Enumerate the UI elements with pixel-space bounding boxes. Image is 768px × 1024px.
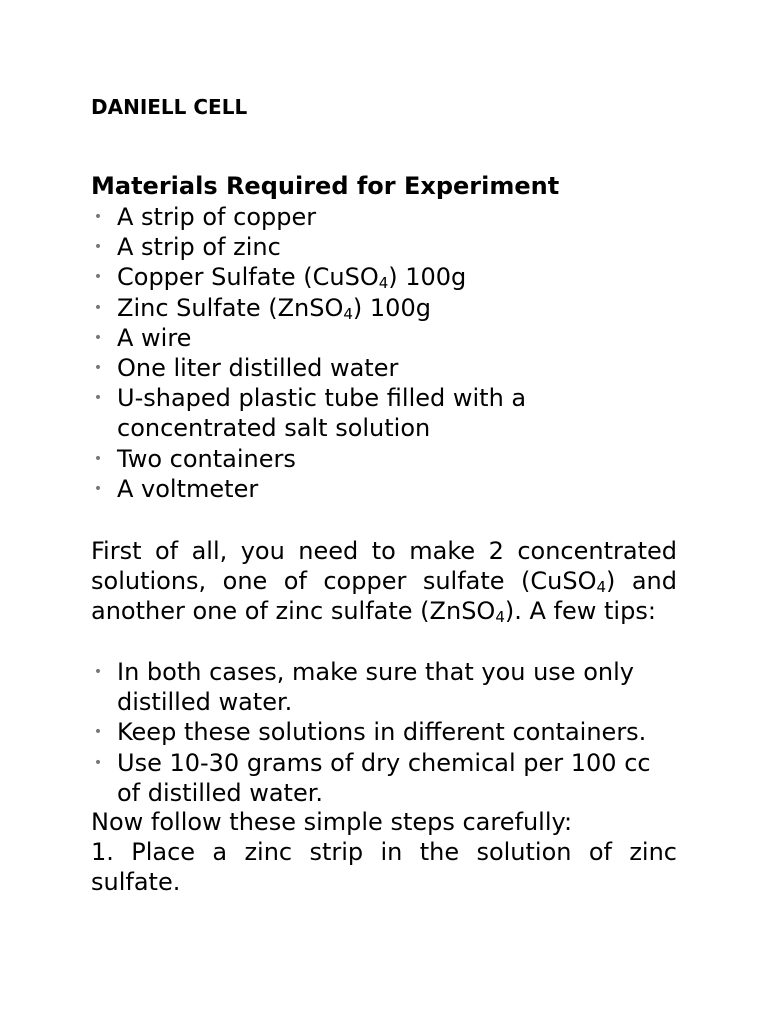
tip-text: In both cases, make sure that you use only distilled water.: [117, 658, 634, 717]
step-item: 1. Place a zinc strip in the solution of zinc sulfate.: [91, 838, 677, 897]
bullet-icon: •: [93, 269, 103, 286]
list-item: [91, 202, 571, 232]
material-text-after: ) 100g: [388, 263, 467, 292]
bullet-icon: •: [93, 299, 103, 316]
material-text: A strip of zinc: [117, 233, 281, 262]
material-text: A strip of copper: [117, 203, 317, 231]
material-text: A wire: [117, 323, 192, 352]
subscript: 4: [343, 304, 353, 323]
subscript: 4: [596, 578, 607, 597]
subscript: 4: [495, 608, 505, 627]
material-text: A voltmeter: [117, 474, 259, 503]
list-item: [91, 383, 571, 443]
list-item: [91, 717, 677, 747]
bullet-icon: •: [93, 754, 103, 771]
tip-text: Use 10-30 grams of dry chemical per 100 cc of distilled water.: [117, 748, 651, 807]
list-item: [91, 232, 571, 262]
bullet-icon: •: [93, 360, 103, 377]
material-text: One liter distilled water: [117, 354, 399, 383]
material-text: Zinc Sulfate (ZnSO: [117, 293, 344, 322]
list-item: [91, 353, 571, 383]
bullet-icon: •: [93, 450, 103, 467]
steps-intro: Now follow these simple steps carefully:: [91, 808, 573, 836]
tips-list: [91, 657, 677, 808]
material-text-after: ) 100g: [352, 293, 431, 322]
tip-text: Keep these solutions in different containers.: [117, 718, 647, 747]
bullet-icon: •: [93, 724, 103, 741]
bullet-icon: •: [93, 329, 103, 346]
list-item: [91, 748, 677, 808]
list-item: [91, 474, 571, 504]
bullet-icon: •: [93, 209, 103, 225]
material-text: Two containers: [117, 444, 296, 473]
intro-text-1: First of all, you need to make 2 concentrated solutions, one of copper sulfate (CuSO: [91, 537, 677, 596]
bullet-icon: •: [93, 480, 103, 497]
subscript: 4: [378, 274, 389, 293]
list-item: [91, 262, 571, 292]
list-item: [91, 293, 571, 323]
bullet-icon: •: [93, 239, 103, 256]
material-text: U-shaped plastic tube filled with a concentrated salt solution: [117, 384, 527, 443]
intro-text-3: ). A few tips:: [504, 597, 656, 626]
bullet-icon: •: [93, 664, 103, 680]
materials-list: [91, 202, 571, 504]
intro-paragraph: [91, 536, 677, 627]
list-item: [91, 444, 571, 474]
materials-heading: Materials Required for Experiment: [91, 172, 560, 200]
list-item: [91, 657, 677, 717]
bullet-icon: •: [93, 390, 103, 407]
document-title: DANIELL CELL: [91, 95, 248, 119]
material-text: Copper Sulfate (CuSO: [117, 263, 379, 292]
list-item: [91, 323, 571, 353]
intro-text-2: ) and another one of zinc sulfate (ZnSO: [91, 567, 677, 626]
